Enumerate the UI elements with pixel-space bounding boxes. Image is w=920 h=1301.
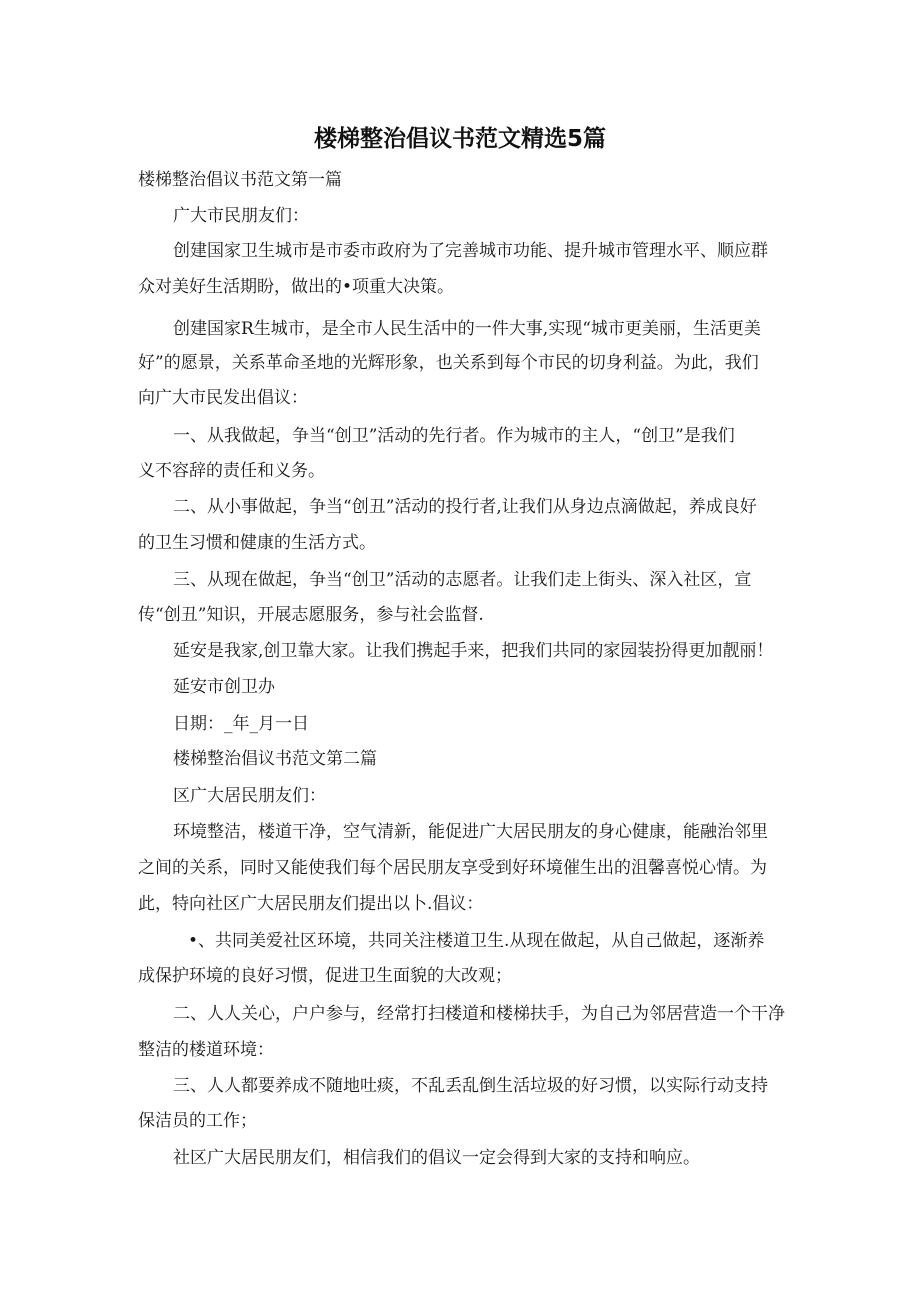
- paragraph-line: 三、人人都要养成不随地吐痰，不乱丢乱倒生活垃圾的好习惯，以实际行动支持: [173, 1076, 768, 1096]
- paragraph-line: 一、从我做起，争当“创卫”活动的先行者。作为城市的主人，“创卫”是我们: [173, 426, 735, 446]
- paragraph-line: 社区广大居民朋友们，相信我们的倡议一定会得到大家的支持和响应。: [173, 1148, 700, 1168]
- paragraph-line: 此，特向社区广大居民朋友们提出以卜.倡议：: [138, 894, 484, 914]
- paragraph-line: 三、从现在做起，争当“创卫”活动的志愿者。让我们走上街头、深入社区，宣: [173, 570, 752, 590]
- salutation: 广大市民朋友们：: [173, 206, 309, 226]
- section-heading: 楼梯整治倡议书范文第一篇: [138, 170, 342, 190]
- paragraph-line: 向广大市民发出倡议：: [138, 388, 308, 408]
- paragraph-line: 保洁员的工作；: [138, 1111, 257, 1131]
- document-title: 楼梯整治倡议书范文精选5篇: [313, 126, 606, 152]
- salutation: 区广大居民朋友们：: [173, 786, 326, 806]
- paragraph-line: 创建国家卫生城市是市委市政府为了完善城市功能、提升城市管理水平、顺应群: [173, 241, 768, 261]
- paragraph-line: 好”的愿景，关系革命圣地的光辉形象，也关系到每个市民的切身利益。为此，我们: [138, 353, 759, 373]
- signature: 延安市创卫办: [173, 677, 275, 697]
- date-line: 日期：_年_月一日: [173, 714, 309, 734]
- section-heading: 楼梯整治倡议书范文第二篇: [173, 749, 377, 769]
- paragraph-line: 环境整洁，楼道干净，空气清新，能促进广大居民朋友的身心健康，能融治邻里: [173, 822, 768, 842]
- paragraph-line: 众对美好生活期盼，做出的•项重大决策。: [138, 277, 455, 297]
- paragraph-line: 传“创丑”知识，开展志愿服务，参与社会监督.: [138, 605, 484, 625]
- paragraph-line: 整洁的楼道环境：: [138, 1040, 274, 1060]
- paragraph-line: 义不容辞的责任和义务。: [138, 461, 325, 481]
- paragraph-line: 二、人人关心，户户参与，经常打扫楼道和楼梯扶手，为自己为邻居营造一个干净: [173, 1004, 785, 1024]
- paragraph-line: 创建国家R生城市，是全市人民生活中的一件大事,实现“城市更美丽，生活更美: [173, 319, 761, 339]
- paragraph-line: 成保护环境的良好习惯，促进卫生面貌的大改观；: [138, 966, 512, 986]
- paragraph-line: 的卫生习惯和健康的生活方式。: [138, 533, 376, 553]
- paragraph-line: 二、从小事做起，争当“创丑”活动的投行者,让我们从身边点滴做起，养成良好: [173, 497, 757, 517]
- paragraph-line: •、共同美爱社区环境，共同关注楼道卫生.从现在做起，从自己做起，逐渐养: [188, 931, 765, 951]
- closing-line: 延安是我家,创卫靠大家。让我们携起手来，把我们共同的家园装扮得更加靓丽！: [173, 641, 774, 661]
- paragraph-line: 之间的关系，同时又能使我们每个居民朋友享受到好环境催生出的沮馨喜悦心情。为: [138, 858, 767, 878]
